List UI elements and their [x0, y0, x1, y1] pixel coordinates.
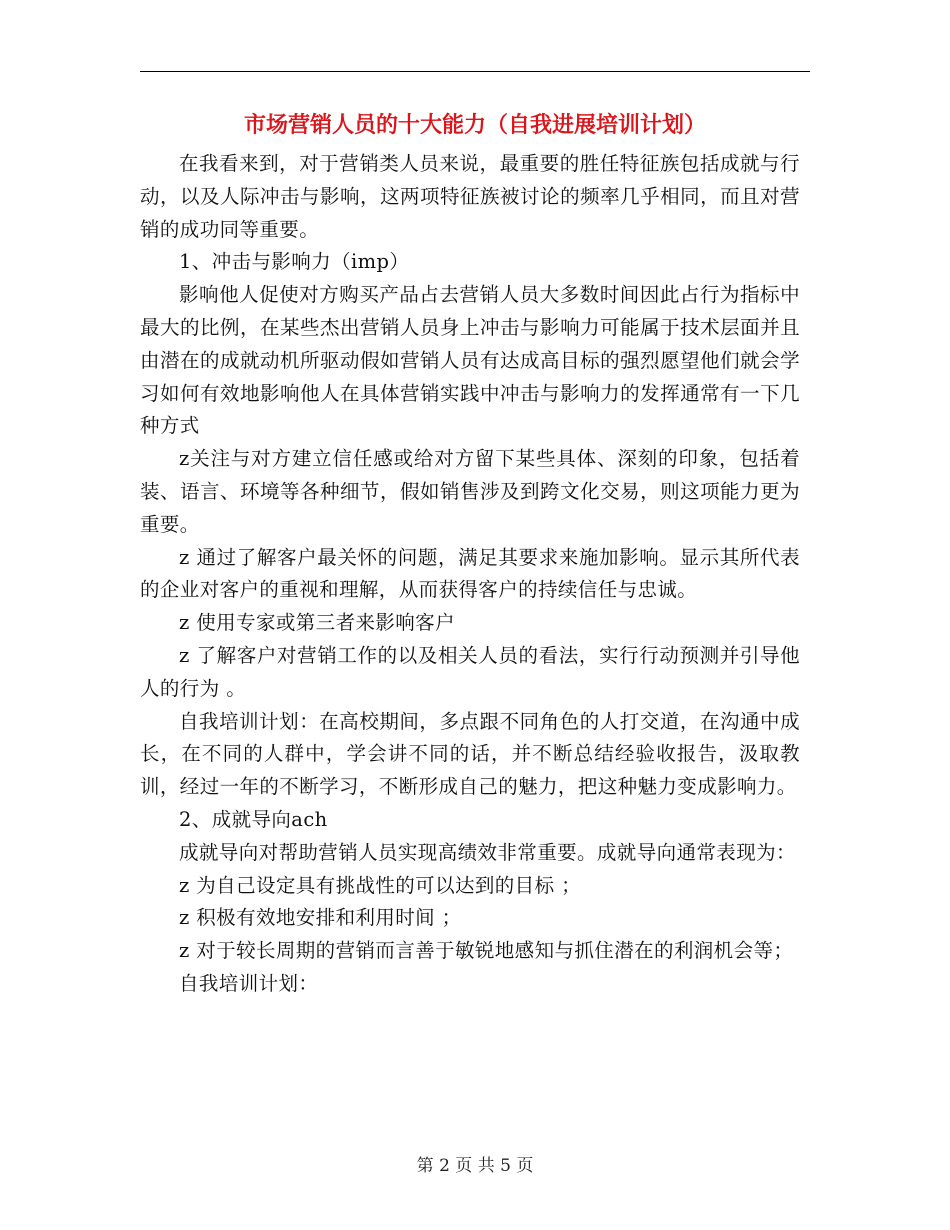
bullet-item: z 通过了解客户最关怀的问题，满足其要求来施加影响。显示其所代表的企业对客户的重视和理解，从而获得客户的持续信任与忠诚。	[140, 545, 800, 602]
section-heading-impact: 1、冲击与影响力（imp）	[179, 250, 410, 274]
bullet-item: z 了解客户对营销工作的以及相关人员的看法，实行行动预测并引导他人的行为 。	[140, 643, 800, 700]
bullet-item: z 使用专家或第三者来影响客户	[179, 611, 455, 635]
paragraph-training-plan-achievement: 自我培训计划：	[179, 971, 319, 995]
paragraph-intro: 在我看来到，对于营销类人员来说，最重要的胜任特征族包括成就与行动，以及人际冲击与影响，这两项特征族被讨论的频率几乎相同，而且对营销的成功同等重要。	[140, 152, 800, 241]
document-body	[140, 148, 800, 1001]
bullet-item: z 积极有效地安排和利用时间 ；	[179, 906, 462, 930]
page-number: 第 2 页 共 5 页	[416, 1156, 534, 1176]
document-title: 市场营销人员的十大能力（自我进展培训计划）	[243, 112, 706, 138]
bullet-item: z关注与对方建立信任感或给对方留下某些具体、深刻的印象，包括着装、语言、环境等各种细节，假如销售涉及到跨文化交易，则这项能力更为重要。	[140, 447, 800, 536]
section-heading-achievement: 2、成就导向ach	[179, 807, 328, 831]
header-rule	[140, 71, 810, 72]
paragraph-achievement-description: 成就导向对帮助营销人员实现高绩效非常重要。成就导向通常表现为：	[179, 840, 796, 864]
bullet-item: z 为自己设定具有挑战性的可以达到的目标 ；	[179, 873, 581, 897]
paragraph-impact-description: 影响他人促使对方购买产品占去营销人员大多数时间因此占行为指标中最大的比例，在某些杰出营销人员身上冲击与影响力可能属于技术层面并且由潜在的成就动机所驱动假如营销人员有达成高目标的强烈愿望他们就会学习如何有效地影响他人在具体营销实践中冲击与影响力的发挥通常有一下几种方式	[140, 283, 800, 438]
bullet-item: z 对于较长周期的营销而言善于敏锐地感知与抓住潜在的利润机会等；	[179, 939, 794, 963]
paragraph-training-plan-impact: 自我培训计划：在高校期间，多点跟不同角色的人打交道，在沟通中成长，在不同的人群中，学会讲不同的话，并不断总结经验收报告，汲取教训，经过一年的不断学习，不断形成自己的魅力，把这种魅力变成影响力。	[140, 709, 800, 799]
